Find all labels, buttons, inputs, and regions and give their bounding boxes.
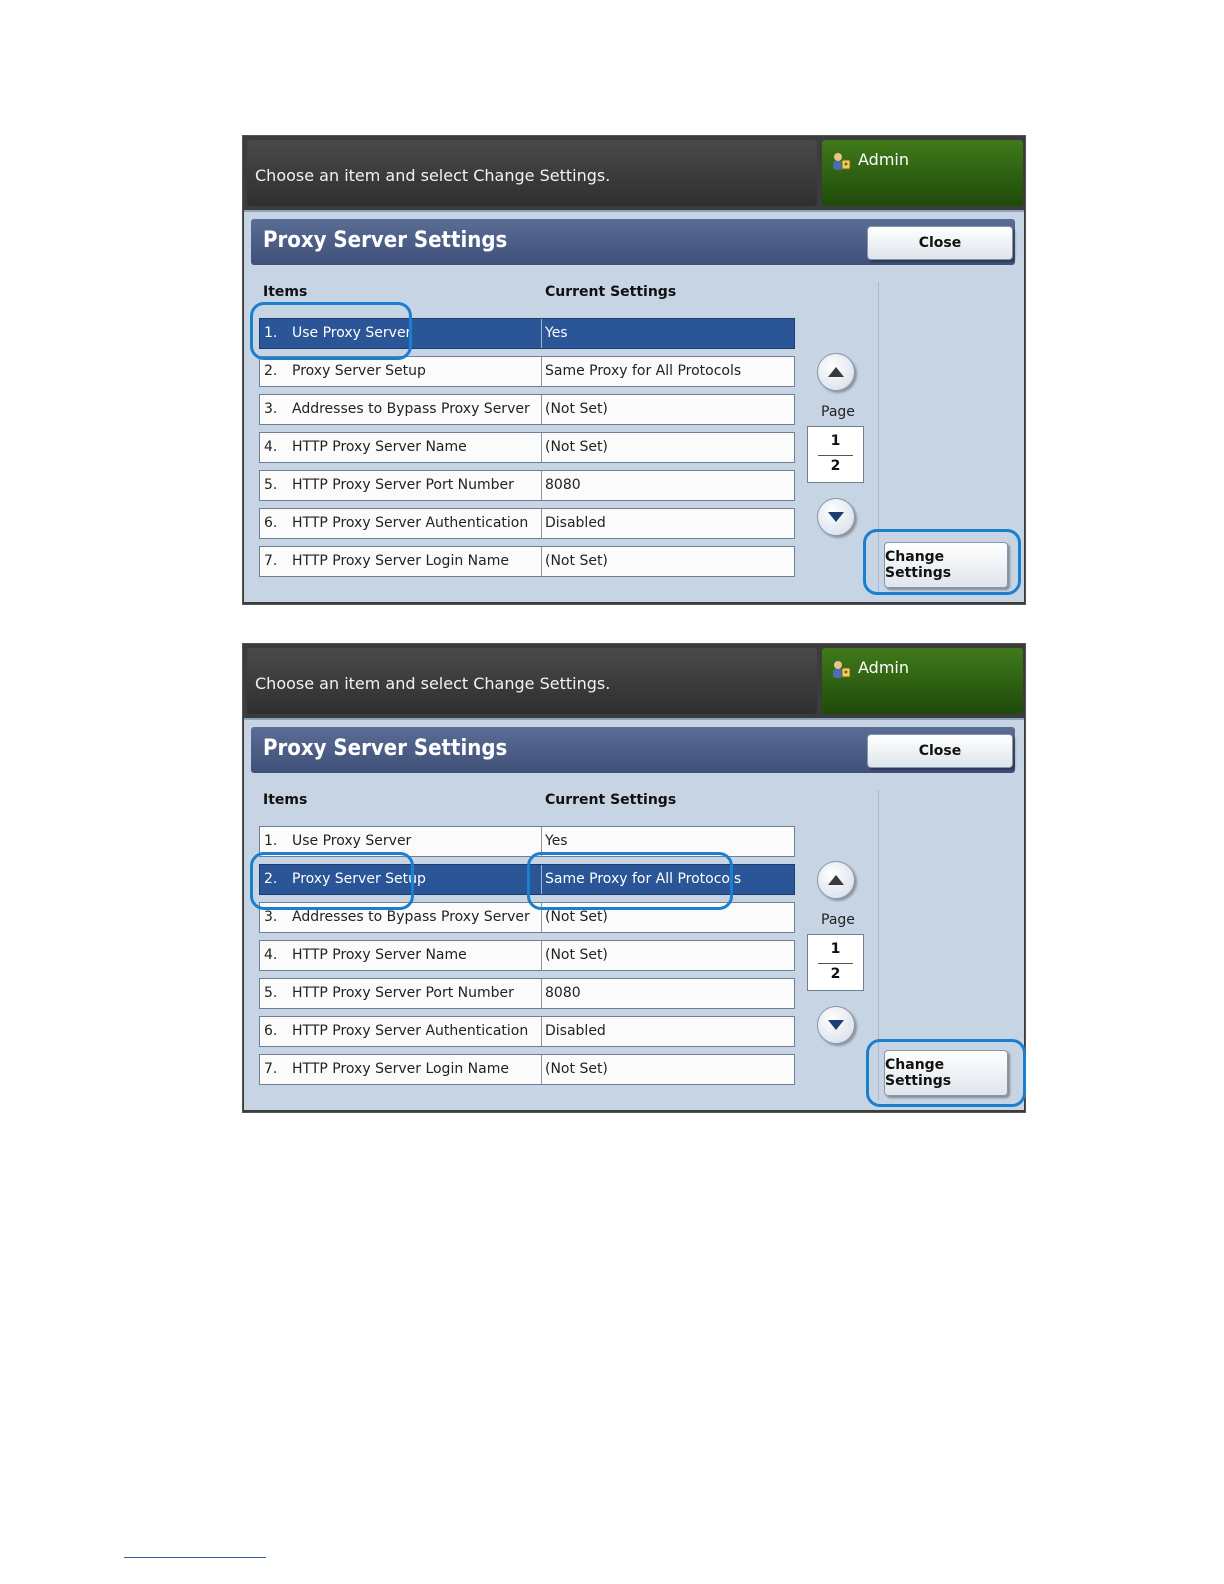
- title-bar: [251, 727, 1015, 773]
- row-current-value: (Not Set): [545, 553, 608, 569]
- row-current-value: 8080: [545, 985, 581, 1001]
- row-item-name: Use Proxy Server: [292, 325, 412, 341]
- message-text: Choose an item and select Change Settings.: [255, 674, 611, 693]
- admin-badge[interactable]: [822, 140, 1023, 206]
- admin-label: Admin: [858, 150, 909, 169]
- message-bar: [247, 648, 817, 714]
- page-indicator: [807, 934, 864, 991]
- table-row[interactable]: [259, 826, 795, 857]
- row-item-name: Proxy Server Setup: [292, 363, 426, 379]
- row-current-value: Yes: [545, 325, 568, 341]
- row-divider: [541, 395, 542, 424]
- table-row[interactable]: [259, 1054, 795, 1085]
- table-row[interactable]: [259, 902, 795, 933]
- row-divider: [541, 509, 542, 538]
- change-settings-button[interactable]: Change Settings: [884, 542, 1008, 588]
- close-button[interactable]: Close: [867, 734, 1013, 768]
- row-number: 3.: [264, 909, 278, 925]
- row-number: 5.: [264, 985, 278, 1001]
- row-number: 1.: [264, 833, 278, 849]
- items-column-header: Items: [263, 284, 308, 300]
- row-divider: [541, 547, 542, 576]
- row-item-name: Use Proxy Server: [292, 833, 412, 849]
- screen-1: [242, 135, 1026, 605]
- row-number: 3.: [264, 401, 278, 417]
- row-divider: [541, 1017, 542, 1046]
- row-current-value: Same Proxy for All Protocols: [545, 363, 742, 379]
- row-item-name: HTTP Proxy Server Name: [292, 439, 467, 455]
- row-current-value: Same Proxy for All Protocols: [545, 871, 742, 887]
- table-row[interactable]: [259, 432, 795, 463]
- row-item-name: HTTP Proxy Server Name: [292, 947, 467, 963]
- row-number: 5.: [264, 477, 278, 493]
- page-label: Page: [821, 912, 855, 928]
- row-divider: [541, 1055, 542, 1084]
- current-settings-column-header: Current Settings: [545, 792, 677, 808]
- row-item-name: HTTP Proxy Server Login Name: [292, 553, 509, 569]
- table-row[interactable]: [259, 1016, 795, 1047]
- table-row[interactable]: [259, 356, 795, 387]
- admin-badge[interactable]: [822, 648, 1023, 714]
- page-current: 1: [830, 941, 841, 957]
- row-item-name: HTTP Proxy Server Authentication: [292, 1023, 529, 1039]
- row-item-name: Proxy Server Setup: [292, 871, 426, 887]
- page-total: 2: [830, 966, 841, 982]
- admin-label: Admin: [858, 658, 909, 677]
- page-label: Page: [821, 404, 855, 420]
- footnote-rule: [124, 1557, 266, 1558]
- table-row[interactable]: [259, 508, 795, 539]
- table-row[interactable]: [259, 940, 795, 971]
- table-row[interactable]: [259, 864, 795, 895]
- row-divider: [541, 865, 542, 894]
- screen-2: [242, 643, 1026, 1113]
- scroll-up-icon: [827, 366, 845, 378]
- row-divider: [541, 941, 542, 970]
- panel-divider: [878, 790, 879, 1100]
- row-item-name: HTTP Proxy Server Port Number: [292, 477, 514, 493]
- row-divider: [541, 979, 542, 1008]
- items-column-header: Items: [263, 792, 308, 808]
- message-bar: [247, 140, 817, 206]
- row-current-value: (Not Set): [545, 401, 608, 417]
- settings-panel: [244, 210, 1024, 602]
- row-number: 4.: [264, 947, 278, 963]
- table-row[interactable]: [259, 978, 795, 1009]
- row-number: 4.: [264, 439, 278, 455]
- row-current-value: Yes: [545, 833, 568, 849]
- row-number: 2.: [264, 871, 278, 887]
- page-divider: [818, 455, 853, 456]
- row-item-name: Addresses to Bypass Proxy Server: [292, 401, 530, 417]
- row-item-name: Addresses to Bypass Proxy Server: [292, 909, 530, 925]
- scroll-up-button[interactable]: [817, 861, 855, 899]
- close-button[interactable]: Close: [867, 226, 1013, 260]
- page-total: 2: [830, 458, 841, 474]
- admin-user-icon: [830, 658, 852, 680]
- row-divider: [541, 827, 542, 856]
- scroll-down-button[interactable]: [817, 498, 855, 536]
- row-divider: [541, 319, 542, 348]
- row-divider: [541, 357, 542, 386]
- title-bar: [251, 219, 1015, 265]
- change-settings-button[interactable]: Change Settings: [884, 1050, 1008, 1096]
- settings-panel: [244, 718, 1024, 1110]
- row-divider: [541, 471, 542, 500]
- row-number: 7.: [264, 553, 278, 569]
- row-number: 6.: [264, 515, 278, 531]
- row-item-name: HTTP Proxy Server Authentication: [292, 515, 529, 531]
- row-current-value: (Not Set): [545, 947, 608, 963]
- current-settings-column-header: Current Settings: [545, 284, 677, 300]
- panel-divider: [878, 282, 879, 592]
- row-item-name: HTTP Proxy Server Login Name: [292, 1061, 509, 1077]
- page-title: Proxy Server Settings: [263, 228, 508, 253]
- table-row[interactable]: [259, 470, 795, 501]
- row-number: 1.: [264, 325, 278, 341]
- scroll-down-button[interactable]: [817, 1006, 855, 1044]
- row-divider: [541, 433, 542, 462]
- row-divider: [541, 903, 542, 932]
- table-row[interactable]: [259, 394, 795, 425]
- row-current-value: Disabled: [545, 1023, 606, 1039]
- table-row[interactable]: [259, 318, 795, 349]
- table-row[interactable]: [259, 546, 795, 577]
- scroll-up-button[interactable]: [817, 353, 855, 391]
- page-indicator: [807, 426, 864, 483]
- row-number: 6.: [264, 1023, 278, 1039]
- admin-user-icon: [830, 150, 852, 172]
- row-current-value: 8080: [545, 477, 581, 493]
- row-number: 7.: [264, 1061, 278, 1077]
- row-current-value: (Not Set): [545, 909, 608, 925]
- row-current-value: (Not Set): [545, 439, 608, 455]
- message-text: Choose an item and select Change Settings.: [255, 166, 611, 185]
- scroll-down-icon: [827, 1019, 845, 1031]
- page-current: 1: [830, 433, 841, 449]
- page-divider: [818, 963, 853, 964]
- row-current-value: (Not Set): [545, 1061, 608, 1077]
- scroll-down-icon: [827, 511, 845, 523]
- page-title: Proxy Server Settings: [263, 736, 508, 761]
- row-number: 2.: [264, 363, 278, 379]
- row-item-name: HTTP Proxy Server Port Number: [292, 985, 514, 1001]
- row-current-value: Disabled: [545, 515, 606, 531]
- scroll-up-icon: [827, 874, 845, 886]
